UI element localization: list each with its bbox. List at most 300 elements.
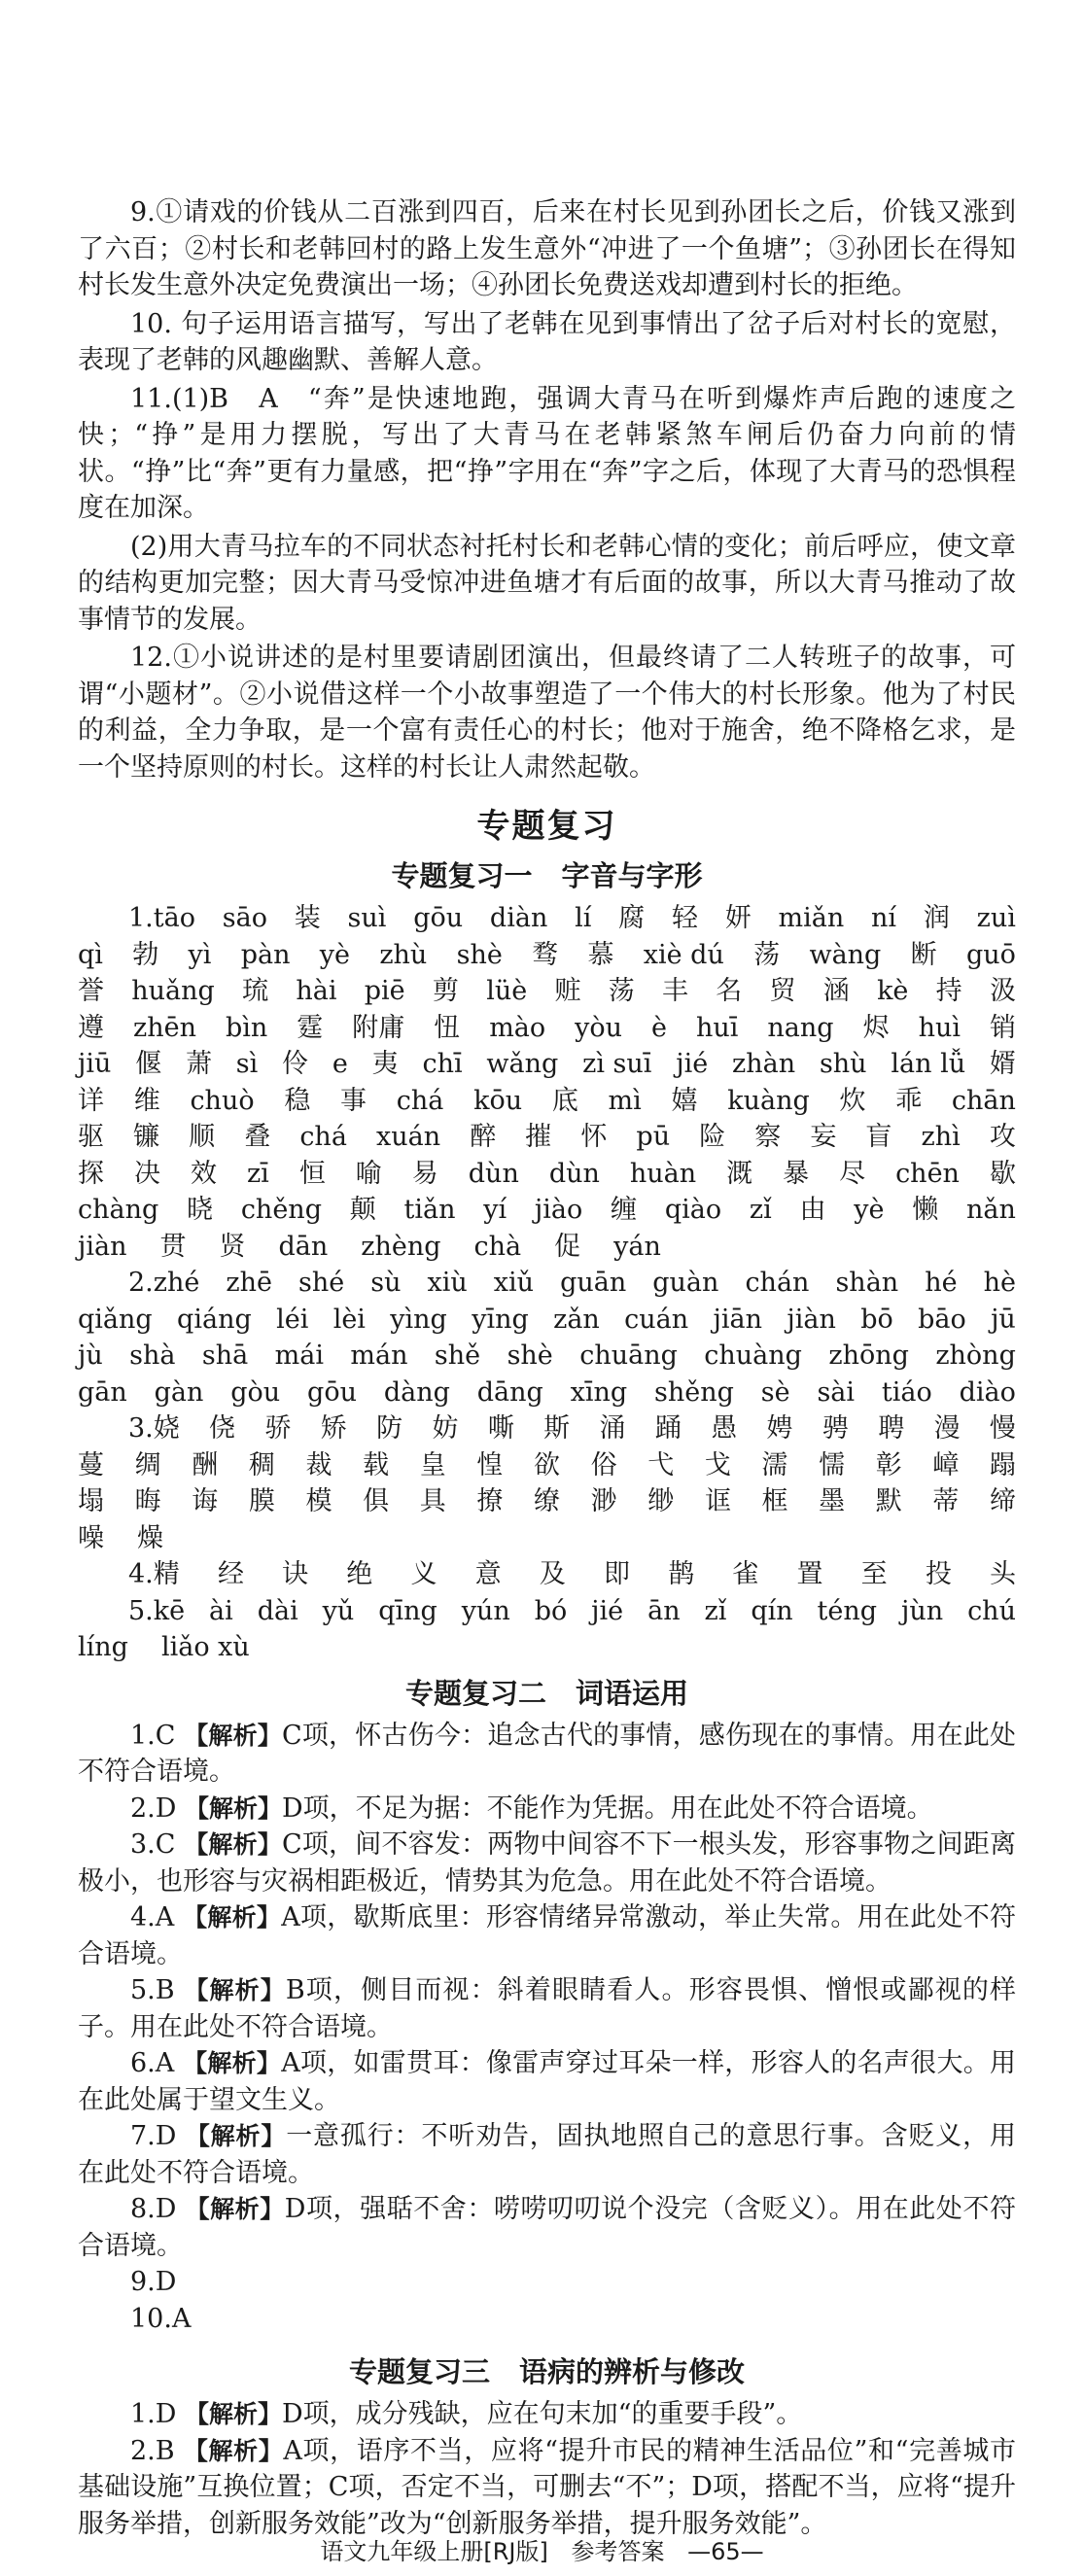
analysis-tag: 【解析】 [185,2195,285,2223]
q2-word: xiǔ [493,1268,535,1298]
analysis-text: A项，如雷贯耳：像雷声穿过耳朵一样，形容人的名声很大。用在此处属于望文生义。 [78,2048,1016,2115]
q1-word: yán [613,1231,661,1262]
q1-word: huàn [629,1158,697,1189]
answer-choice: 1.D [130,2399,177,2429]
q5-word: jùn [900,1595,944,1626]
q3-word: 蹋 [990,1449,1016,1480]
analysis-tag: 【解析】 [184,1830,282,1859]
q1-word: e [332,1049,348,1079]
q1-word: 详 [78,1085,104,1116]
answer-choice: 1.C [130,1720,176,1751]
analysis-tag: 【解析】 [184,1721,282,1750]
q1-word: 琉 [242,976,269,1006]
q1-word: 效 [190,1158,217,1189]
q4-word: 诀 [282,1559,309,1589]
q4-word: 鹊 [668,1559,695,1589]
q1-word: lüè [486,976,528,1006]
q5-word: jié [591,1595,624,1626]
q3-word: 踊 [654,1413,682,1444]
q2-word: tiáo [881,1376,932,1408]
q1-word: 歇 [989,1158,1016,1189]
q1-word: zhù [379,939,428,970]
q1-word: chuò [190,1085,255,1116]
q1-word: xiè dú [643,939,724,970]
q1-word: ní [871,903,897,933]
answer-choice: 7.D [130,2121,177,2151]
q2-word: yìng [390,1304,447,1335]
q1-word: 妍 [724,903,752,933]
q4-word: 意 [474,1559,502,1589]
section-title-1-topic: 字音与字形 [561,859,703,892]
q3-word: 戈 [704,1449,731,1480]
q1-word: 忸 [434,1012,461,1043]
q2-word: zhē [226,1268,272,1298]
q4-word: 头 [990,1559,1016,1589]
answer-2-10: 10.A [130,2303,192,2334]
analysis-text: D项，不足为据：不能作为凭据。用在此处不符合语境。 [282,1793,933,1824]
q2-word: jū [991,1304,1016,1335]
answer-choice: 6.A [130,2048,175,2078]
section-title-2 [78,1672,1016,1712]
q3-word: 默 [875,1486,902,1516]
q5-word: liǎo xù [160,1632,250,1662]
q1-word: pàn [240,939,291,970]
q1-word: yí [483,1195,507,1225]
answer-choice: 3.C [130,1829,176,1860]
q1-word: 易 [411,1158,438,1189]
q3-word: 侥 [209,1413,236,1444]
q3-word: 噪 [78,1522,104,1553]
q1-word: qiào [664,1195,722,1225]
q2-word: jù [78,1340,103,1371]
q2-row [78,1265,1016,1302]
q1-word: 促 [554,1231,581,1262]
q1-word: 涵 [822,976,850,1006]
q1-word: dùn [548,1158,600,1189]
q1-word: 尽 [839,1158,866,1189]
answer-12: 12.①小说讲述的是村里要请剧团演出，但最终请了二人转班子的故事，可谓“小题材”。②小说借这样一个小故事塑造了一个伟大的村长形象。他为了村民的利益，全力争取，是一个富有责任心的村长；他对于施舍，绝不降格乞求，是一个坚持原则的村长。这样的村长让人肃然起敬。 [78,643,1016,783]
q1-word: 伶 [282,1049,309,1079]
q1-word: 贸 [769,976,796,1006]
q3-word: 懦 [819,1449,846,1480]
q2-word: qiáng [177,1304,252,1335]
q1-word: zī [246,1158,269,1189]
q1-word: 润 [923,903,950,933]
q3-word: 绸 [134,1449,161,1480]
q1-row [78,1046,1016,1083]
q1-row [78,1229,1016,1266]
q2-word: qiǎng [78,1304,153,1335]
q3-word: 具 [419,1486,446,1516]
top-answers [78,194,1016,785]
analysis-item [78,1972,1016,2045]
q1-word: jiū [78,1049,112,1079]
q1-word: kè [877,976,909,1006]
q2-word: shà [129,1340,176,1371]
q5-row [78,1593,1016,1630]
q1-word: 叠 [244,1122,271,1152]
q1-word: 烬 [862,1012,890,1043]
q1-word: huǎng [131,976,215,1006]
q4-row [78,1556,1016,1593]
q1-word: shù [819,1049,867,1079]
q2-word: chuàng [704,1340,802,1371]
q1-word: 颠 [349,1195,376,1225]
q1-word: sāo [222,903,267,933]
q3-word: 缈 [647,1486,675,1516]
q1-row [78,1010,1016,1047]
q1-word: bìn [225,1012,268,1043]
q4-word: 至 [860,1559,888,1589]
q2-word: shě [434,1340,481,1371]
q1-word: 乖 [895,1085,923,1116]
answer-choice: 8.D [130,2194,177,2224]
section-title-2-topic: 词语运用 [576,1676,689,1710]
q3-word: 诲 [192,1486,219,1516]
q1-word: 贯 [159,1231,187,1262]
q1-word: 险 [699,1122,726,1152]
q2-word: guàn [652,1268,719,1298]
q5-word: ài [209,1595,233,1626]
q5-word: ān [647,1595,681,1626]
q1-word: 骛 [532,939,559,970]
q3-word: 防 [376,1413,403,1444]
q2-row [78,1375,1016,1411]
q3-word: 缭 [534,1486,560,1516]
q3-word: 模 [305,1486,332,1516]
q2-row [78,1302,1016,1339]
section-main-title: 专题复习 [476,807,617,846]
section-title-3 [78,2350,1016,2390]
q2-word: bō [860,1304,893,1335]
q2-word: dāng [476,1376,543,1408]
q4-word: 经 [217,1559,244,1589]
analysis-item [78,2433,1016,2543]
q3-word: 妨 [432,1413,459,1444]
q2-word: yīng [472,1304,529,1335]
q2-word: shè [507,1340,553,1371]
q2-word: cuán [624,1304,689,1335]
q1-word: 荡 [753,939,781,970]
q1-word: 攻 [989,1122,1016,1152]
q1-row [78,1083,1016,1120]
answer-10: 10. 句子运用语言描写，写出了老韩在见到事情出了岔子后对村长的宽慰，表现了老韩的风趣幽默、善解人意。 [78,308,1016,375]
q1-word: zhēn [132,1012,196,1043]
q1-word: 名 [716,976,743,1006]
q3-word: 燥 [137,1522,163,1553]
q1-word: 婿 [989,1049,1016,1079]
q4-word: 4.精 [128,1559,180,1589]
answer-11-2: (2)用大青马拉车的不同状态衬托村长和老韩心情的变化；前后呼应，使文章的结构更加完整；因大青马受惊冲进鱼塘才有后面的故事，所以大青马推动了故事情节的发展。 [78,531,1016,635]
q1-word: jiàn [78,1231,127,1262]
q1-word: chàng [78,1195,159,1225]
q1-word: nang [767,1012,834,1043]
q1-row [78,900,1016,937]
q1-word: 驱 [78,1122,104,1152]
q1-row [78,1119,1016,1156]
q1-word: 缠 [611,1195,638,1225]
q2-word: zhòng [935,1340,1016,1371]
q5-word: yǔ [322,1595,355,1626]
q2-word: sài [817,1376,856,1408]
q2-word: xiù [427,1268,468,1298]
q3-word: 塌 [78,1486,104,1516]
q1-word: chá [396,1085,444,1116]
q1-word: qì [78,939,103,970]
q1-word: wàng [809,939,882,970]
analysis-text: C项，间不容发：两物中间容不下一根头发，形容事物之间距离极小，也形容与灾祸相距极近，情势其为危急。用在此处不符合语境。 [78,1829,1016,1897]
q2-word: sè [760,1376,790,1408]
q4-word: 投 [925,1559,952,1589]
q1-word: chěng [240,1195,322,1225]
q1-word: 妄 [810,1122,837,1152]
q3-word: 膜 [248,1486,275,1516]
q3-word: 晦 [134,1486,161,1516]
q2-word: gòu [230,1376,281,1408]
q1-word: 慕 [587,939,614,970]
q5-word: bó [534,1595,568,1626]
q1-word: 醉 [470,1122,497,1152]
q1-word: 探 [78,1158,104,1189]
q1-word: 腐 [618,903,646,933]
q1-word: 1.tāo [128,903,195,933]
q5-word: líng [78,1632,128,1662]
q3-word: 斯 [543,1413,571,1444]
q1-word: 怀 [580,1122,608,1152]
q3-word: 蔓 [78,1449,104,1480]
q3-word: 皇 [419,1449,446,1480]
q2-word: shàn [835,1268,899,1298]
analysis-text: A项，歇斯底里：形容情绪异常激动，举止失常。用在此处不符合语境。 [78,1902,1016,1969]
analysis-item [78,2045,1016,2118]
q4-word: 及 [539,1559,566,1589]
q2-word: zǎn [553,1304,600,1335]
q5-word: qín [751,1595,793,1626]
q2-word: zhōng [828,1340,909,1371]
q1-word: 溉 [726,1158,753,1189]
q1-row [78,937,1016,974]
analysis-tag: 【解析】 [185,1793,283,1823]
q1-word: miǎn [778,903,845,933]
q1-word: 赃 [554,976,581,1006]
q3-row [78,1447,1016,1484]
q1-word: 汲 [989,976,1016,1006]
analysis-tag: 【解析】 [183,1903,282,1932]
q3-row [78,1520,1016,1557]
q1-word: zhèng [361,1231,441,1262]
analysis-item [78,1899,1016,1972]
q1-word: 察 [754,1122,782,1152]
q4-word: 雀 [732,1559,759,1589]
q4-word: 义 [410,1559,437,1589]
q1-word: lí [575,903,592,933]
q2-word: 2.zhé [128,1268,200,1298]
q1-word: 稳 [284,1085,311,1116]
analysis-item [78,2118,1016,2191]
q3-word: 弋 [647,1449,675,1480]
q1-word: 夷 [371,1049,399,1079]
q1-word: dùn [468,1158,519,1189]
q3-word: 撩 [476,1486,504,1516]
q3-word: 漫 [933,1413,961,1444]
q2-word: shā [201,1340,249,1371]
q1-word: chān [951,1085,1016,1116]
analysis-text: A项，语序不当，应将“提升市民的精神生活品位”和“完善城市基础设施”互换位置；C项，否定不当，可删去“不”；D项，搭配不当，应将“提升服务举措，创新服务效能”改为“创新服务举措，提升服务效能”。 [78,2435,1016,2539]
q3-word: 涌 [599,1413,626,1444]
q2-word: jiàn [787,1304,836,1335]
analysis-tag: 【解析】 [185,2122,287,2150]
q1-word: piē [364,976,405,1006]
q1-word: 维 [133,1085,160,1116]
q1-word: pū [636,1122,671,1152]
q2-word: chuāng [579,1340,678,1371]
q1-word: 喻 [355,1158,382,1189]
q1-word: 炊 [839,1085,866,1116]
q1-word: yòu [575,1012,623,1043]
q3-word: 3.娆 [128,1413,180,1444]
q3-word: 矫 [320,1413,347,1444]
q2-word: jiān [713,1304,762,1335]
q1-word: hài [296,976,337,1006]
q1-word: nǎn [966,1195,1016,1225]
q1-word: zhàn [732,1049,796,1079]
q2-word: léi [276,1304,309,1335]
q1-row [78,1192,1016,1229]
footer-book: 语文九年级上册[RJ版] [320,2538,548,2565]
q3-word: 聘 [878,1413,905,1444]
q1-word: zuì [976,903,1016,933]
q2-word: lèi [332,1304,366,1335]
q3-word: 嘶 [487,1413,514,1444]
q1-word: 销 [989,1012,1016,1043]
q2-word: gàn [154,1376,204,1408]
q4-word: 置 [796,1559,823,1589]
q1-word: 持 [935,976,962,1006]
answer-choice: 4.A [130,1902,175,1932]
q2-word: gān [78,1376,127,1408]
q1-word: tiǎn [403,1195,456,1225]
q1-word: 霆 [297,1012,324,1043]
q2-word: chán [745,1268,810,1298]
q3-word: 蒂 [932,1486,960,1516]
q2-word: hé [925,1268,958,1298]
q3-word: 骋 [822,1413,849,1444]
grammar-answers [78,2396,1016,2542]
q4-word: 绝 [346,1559,373,1589]
q3-word: 慢 [989,1413,1016,1444]
analysis-text: C项，怀古伤今：追念古代的事情，感伤现在的事情。用在此处不符合语境。 [78,1720,1016,1787]
footer-label: 参考答案 [571,2538,665,2565]
q3-word: 诓 [704,1486,731,1516]
q4-word: 即 [603,1559,630,1589]
q3-word: 稠 [248,1449,275,1480]
q1-word: 荡 [608,976,635,1006]
word-usage-answers [78,1718,1016,2265]
q1-word: 装 [294,903,321,933]
q1-word: chī [422,1049,463,1079]
section-title-1 [78,854,1016,894]
q3-word: 渺 [590,1486,617,1516]
q1-word: 由 [799,1195,826,1225]
q1-word: 嬉 [671,1085,698,1116]
q1-word: chá [299,1122,347,1152]
answer-choice: 2.B [130,2435,175,2466]
q1-word: yè [854,1195,885,1225]
q1-word: xuán [376,1122,441,1152]
q1-word: huì [918,1012,961,1043]
q1-word: 剪 [432,976,459,1006]
section-title-3-number: 专题复习三 [348,2355,490,2388]
q2-word: gōu [307,1376,357,1408]
q1-word: 勃 [132,939,159,970]
q1-word: lán lǚ [891,1049,966,1079]
analysis-item [78,2191,1016,2264]
q5-word: 5.kē [128,1595,186,1626]
q1-word: 轻 [671,903,698,933]
q3-word: 嶂 [932,1449,960,1480]
q2-word: sù [370,1268,402,1298]
q2-word: diào [959,1376,1016,1408]
q1-word: chēn [895,1158,960,1189]
q1-word: chà [473,1231,522,1262]
answer-choice: 5.B [130,1975,175,2005]
q2-word: mán [350,1340,408,1371]
q3-word: 酬 [192,1449,219,1480]
q3-word: 骄 [264,1413,292,1444]
q2-word: guān [560,1268,627,1298]
analysis-tag: 【解析】 [183,2049,282,2077]
q1-word: 底 [551,1085,578,1116]
q1-word: 遵 [78,1012,104,1043]
q2-word: bāo [918,1304,966,1335]
q2-word: shé [297,1268,345,1298]
q3-word: 娉 [766,1413,793,1444]
q2-row [78,1338,1016,1375]
q1-word: huī [696,1012,739,1043]
analysis-item [78,1718,1016,1791]
q1-word: 萧 [186,1049,212,1079]
q1-word: suì [347,903,387,933]
q1-row [78,973,1016,1010]
q1-word: shè [456,939,503,970]
analysis-tag: 【解析】 [185,2400,283,2428]
q5-word: zǐ [704,1595,727,1626]
analysis-text: D项，强聒不舍：唠唠叨叨说个没完（含贬义）。用在此处不符合语境。 [78,2194,1016,2261]
q1-row [78,1156,1016,1193]
q5-word: dài [257,1595,298,1626]
q1-word: mào [489,1012,546,1043]
q1-word: zǐ [749,1195,772,1225]
answer-choice: 2.D [130,1793,177,1824]
q3-row [78,1483,1016,1520]
q1-word: 镰 [133,1122,160,1152]
q1-word: 丰 [662,976,688,1006]
q1-word: 顺 [189,1122,216,1152]
q5-word: téng [817,1595,878,1626]
q3-word: 载 [363,1449,390,1480]
answer-9: 9.①请戏的价钱从二百涨到四百，后来在村长见到孙团长之后，价钱又涨到了六百；②村长和老韩回村的路上发生意外“冲进了一个鱼塘”；③孙团长在得知村长发生意外决定免费演出一场；④孙团长免费送戏却遭到村长的拒绝。 [78,197,1016,300]
q3-row [78,1410,1016,1447]
q1-word: 懒 [912,1195,939,1225]
q2-word: dàng [383,1376,450,1408]
analysis-item [78,2396,1016,2433]
q1-word: dān [278,1231,329,1262]
q1-word: guō [965,939,1016,970]
analysis-tag: 【解析】 [184,1976,286,2004]
q3-word: 墨 [819,1486,846,1516]
q5-row [78,1629,1016,1666]
q2-word: mái [274,1340,325,1371]
